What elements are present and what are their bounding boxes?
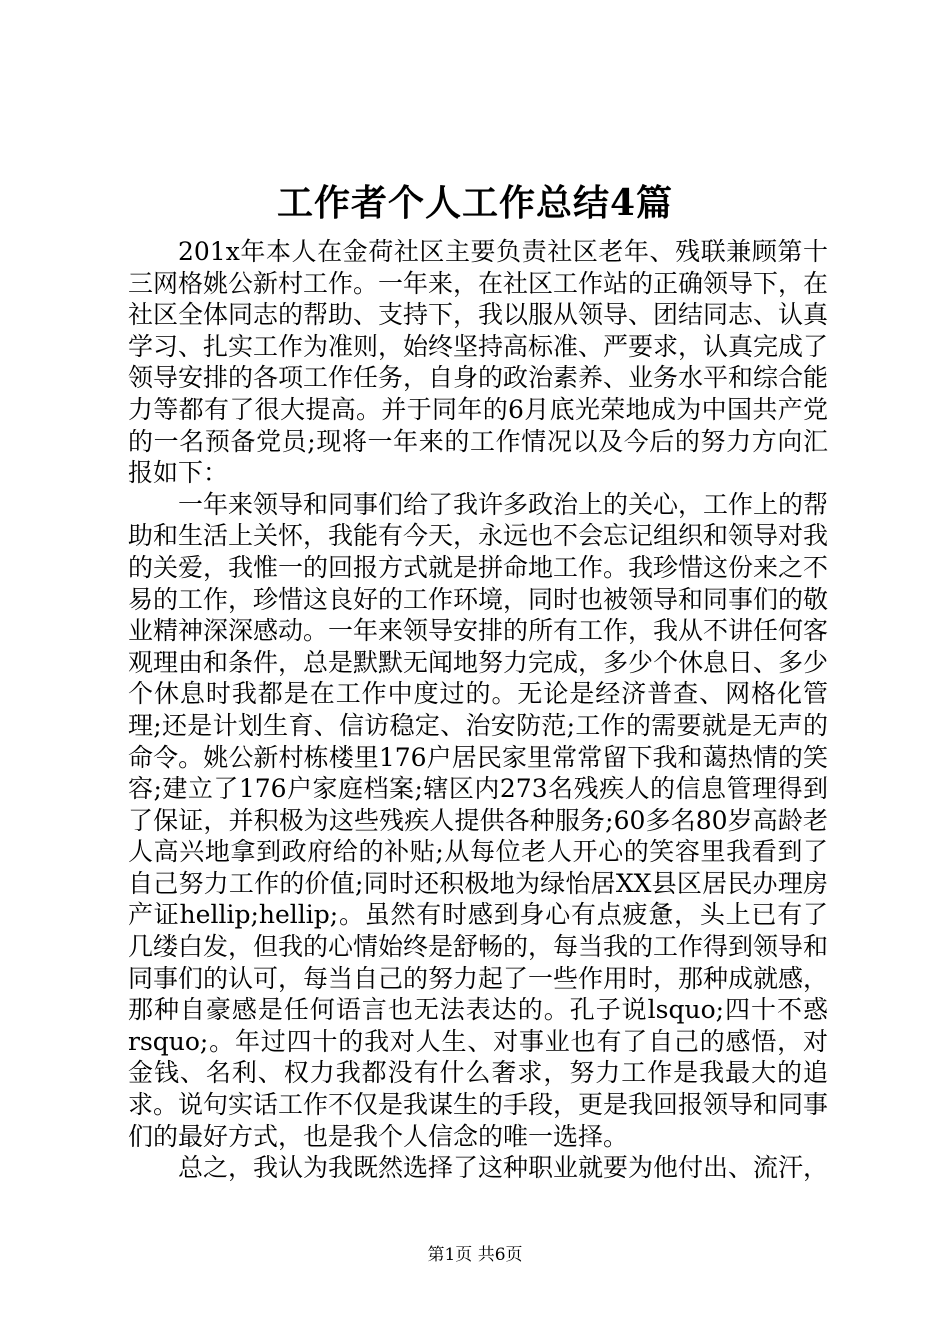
- paragraph-1: 201x年本人在金荷社区主要负责社区老年、残联兼顾第十三网格姚公新村工作。一年来，在社区工作站的正确领导下，在社区全体同志的帮助、支持下，我以服从领导、团结同志、认真学习、扎实工作为准则，始终坚持高标准、严要求，认真完成了领导安排的各项工作任务，自身的政治素养、业务水平和综合能力等都有了很大提高。并于同年的6月底光荣地成为中国共产党的一名预备党员;现将一年来的工作情况以及今后的努力方向汇报如下：: [128, 237, 829, 488]
- paragraph-2: 一年来领导和同事们给了我许多政治上的关心，工作上的帮助和生活上关怀，我能有今天，永远也不会忘记组织和领导对我的关爱，我惟一的回报方式就是拼命地工作。我珍惜这份来之不易的工作，珍惜这良好的工作环境，同时也被领导和同事们的敬业精神深深感动。一年来领导安排的所有工作，我从不讲任何客观理由和条件，总是默默无闻地努力完成，多少个休息日、多少个休息时我都是在工作中度过的。无论是经济普查、网格化管理;还是计划生育、信访稳定、治安防范;工作的需要就是无声的命令。姚公新村栋楼里176户居民家里常常留下我和蔼热情的笑容;建立了176户家庭档案;辖区内273名残疾人的信息管理得到了保证，并积极为这些残疾人提供各种服务;60多名80岁高龄老人高兴地拿到政府给的补贴;从每位老人开心的笑容里我看到了自己努力工作的价值;同时还积极地为绿怡居XX县区居民办理房产证hellip;hellip;。虽然有时感到身心有点疲惫，头上已有了几缕白发，但我的心情始终是舒畅的，每当我的工作得到领导和同事们的认可，每当自己的努力起了一些作用时，那种成就感，那种自豪感是任何语言也无法表达的。孔子说lsquo;四十不惑rsquo;。年过四十的我对人生、对事业也有了自己的感悟，对金钱、名利、权力我都没有什么奢求，努力工作是我最大的追求。说句实话工作不仅是我谋生的手段，更是我回报领导和同事们的最好方式，也是我个人信念的唯一选择。: [128, 489, 829, 1151]
- paragraph-3: 总之，我认为我既然选择了这种职业就要为他付出、流汗，: [178, 1153, 829, 1183]
- page-footer: 第1页 共6页: [427, 1245, 523, 1265]
- document-title: 工作者个人工作总结4篇: [276, 182, 674, 224]
- document-body: [128, 236, 828, 1184]
